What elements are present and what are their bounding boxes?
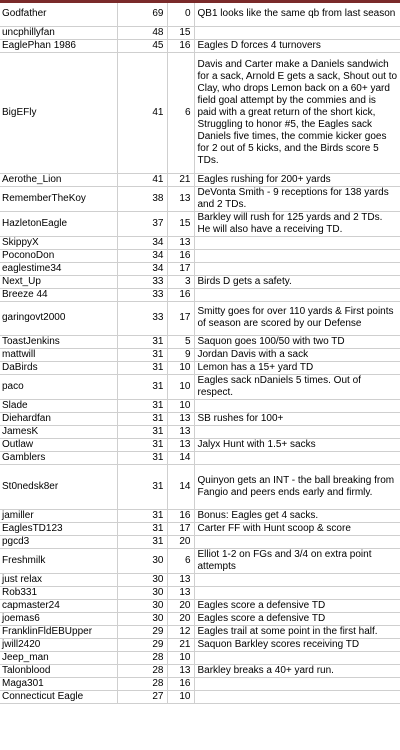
- table-row[interactable]: [0, 173, 400, 186]
- tiebreaker-cell[interactable]: 3: [167, 275, 194, 288]
- table-row[interactable]: [0, 361, 400, 374]
- player-name-cell[interactable]: Next_Up: [0, 275, 117, 288]
- table-row[interactable]: [0, 522, 400, 535]
- tiebreaker-cell[interactable]: 9: [167, 348, 194, 361]
- prediction-note-cell[interactable]: Barkley breaks a 40+ yard run.: [194, 664, 400, 677]
- table-row[interactable]: [0, 425, 400, 438]
- table-row[interactable]: [0, 586, 400, 599]
- player-name-cell[interactable]: Jeep_man: [0, 651, 117, 664]
- player-name-cell[interactable]: BigEFly: [0, 52, 117, 173]
- table-row[interactable]: [0, 451, 400, 464]
- prediction-note-cell[interactable]: Eagles D forces 4 turnovers: [194, 39, 400, 52]
- player-name-cell[interactable]: DaBirds: [0, 361, 117, 374]
- score-cell[interactable]: 31: [117, 535, 167, 548]
- prediction-note-cell[interactable]: [194, 288, 400, 301]
- table-row[interactable]: [0, 26, 400, 39]
- player-name-cell[interactable]: jamiller: [0, 509, 117, 522]
- table-row[interactable]: [0, 690, 400, 703]
- score-cell[interactable]: 31: [117, 412, 167, 425]
- prediction-note-cell[interactable]: [194, 451, 400, 464]
- score-cell[interactable]: 28: [117, 651, 167, 664]
- table-row[interactable]: [0, 677, 400, 690]
- tiebreaker-cell[interactable]: 13: [167, 573, 194, 586]
- player-name-cell[interactable]: just relax: [0, 573, 117, 586]
- tiebreaker-cell[interactable]: 13: [167, 425, 194, 438]
- score-cell[interactable]: 30: [117, 586, 167, 599]
- score-cell[interactable]: 34: [117, 262, 167, 275]
- tiebreaker-cell[interactable]: 14: [167, 451, 194, 464]
- score-cell[interactable]: 38: [117, 186, 167, 211]
- table-row[interactable]: [0, 39, 400, 52]
- table-row[interactable]: [0, 335, 400, 348]
- table-row[interactable]: [0, 509, 400, 522]
- player-name-cell[interactable]: Slade: [0, 399, 117, 412]
- table-row[interactable]: [0, 249, 400, 262]
- prediction-note-cell[interactable]: Carter FF with Hunt scoop & score: [194, 522, 400, 535]
- table-row[interactable]: [0, 464, 400, 509]
- player-name-cell[interactable]: HazletonEagle: [0, 211, 117, 236]
- prediction-note-cell[interactable]: Elliot 1-2 on FGs and 3/4 on extra point attempts: [194, 548, 400, 573]
- score-cell[interactable]: 45: [117, 39, 167, 52]
- score-cell[interactable]: 34: [117, 236, 167, 249]
- table-row[interactable]: [0, 535, 400, 548]
- tiebreaker-cell[interactable]: 13: [167, 438, 194, 451]
- tiebreaker-cell[interactable]: 20: [167, 535, 194, 548]
- player-name-cell[interactable]: Freshmilk: [0, 548, 117, 573]
- tiebreaker-cell[interactable]: 10: [167, 651, 194, 664]
- score-cell[interactable]: 27: [117, 690, 167, 703]
- prediction-note-cell[interactable]: Eagles score a defensive TD: [194, 612, 400, 625]
- tiebreaker-cell[interactable]: 20: [167, 599, 194, 612]
- prediction-note-cell[interactable]: [194, 651, 400, 664]
- prediction-note-cell[interactable]: DeVonta Smith - 9 receptions for 138 yards and 2 TDs.: [194, 186, 400, 211]
- prediction-note-cell[interactable]: Jalyx Hunt with 1.5+ sacks: [194, 438, 400, 451]
- player-name-cell[interactable]: Outlaw: [0, 438, 117, 451]
- player-name-cell[interactable]: jwill2420: [0, 638, 117, 651]
- table-row[interactable]: [0, 262, 400, 275]
- prediction-note-cell[interactable]: [194, 425, 400, 438]
- tiebreaker-cell[interactable]: 15: [167, 26, 194, 39]
- score-cell[interactable]: 41: [117, 173, 167, 186]
- prediction-note-cell[interactable]: Davis and Carter make a Daniels sandwich for a sack, Arnold E gets a sack, Shout out to Clay, who drops Lemon back on a 60+ yard field goal attempt by the commies and is paid with a great return of the short kick, Struggling to honor #5, the Eagles sack Daniels five times, the commie kicker goes for 2 out of 5 kicks, and the Birds score 5 TDs.: [194, 52, 400, 173]
- tiebreaker-cell[interactable]: 17: [167, 262, 194, 275]
- player-name-cell[interactable]: paco: [0, 374, 117, 399]
- player-name-cell[interactable]: mattwill: [0, 348, 117, 361]
- tiebreaker-cell[interactable]: 10: [167, 374, 194, 399]
- table-row[interactable]: [0, 52, 400, 173]
- tiebreaker-cell[interactable]: 14: [167, 464, 194, 509]
- score-cell[interactable]: 30: [117, 548, 167, 573]
- prediction-note-cell[interactable]: Saquon Barkley scores receiving TD: [194, 638, 400, 651]
- prediction-note-cell[interactable]: [194, 26, 400, 39]
- score-cell[interactable]: 30: [117, 612, 167, 625]
- score-cell[interactable]: 31: [117, 438, 167, 451]
- prediction-note-cell[interactable]: SB rushes for 100+: [194, 412, 400, 425]
- prediction-note-cell[interactable]: Eagles rushing for 200+ yards: [194, 173, 400, 186]
- prediction-note-cell[interactable]: Eagles score a defensive TD: [194, 599, 400, 612]
- score-cell[interactable]: 31: [117, 451, 167, 464]
- score-cell[interactable]: 31: [117, 374, 167, 399]
- player-name-cell[interactable]: St0nedsk8er: [0, 464, 117, 509]
- score-cell[interactable]: 31: [117, 509, 167, 522]
- score-cell[interactable]: 28: [117, 664, 167, 677]
- prediction-note-cell[interactable]: Saquon goes 100/50 with two TD: [194, 335, 400, 348]
- table-row[interactable]: [0, 548, 400, 573]
- player-name-cell[interactable]: JamesK: [0, 425, 117, 438]
- score-cell[interactable]: 31: [117, 425, 167, 438]
- tiebreaker-cell[interactable]: 10: [167, 361, 194, 374]
- tiebreaker-cell[interactable]: 6: [167, 548, 194, 573]
- tiebreaker-cell[interactable]: 13: [167, 586, 194, 599]
- player-name-cell[interactable]: eaglestime34: [0, 262, 117, 275]
- player-name-cell[interactable]: joemas6: [0, 612, 117, 625]
- table-row[interactable]: [0, 186, 400, 211]
- table-row[interactable]: [0, 412, 400, 425]
- score-cell[interactable]: 31: [117, 361, 167, 374]
- player-name-cell[interactable]: Diehardfan: [0, 412, 117, 425]
- table-row[interactable]: [0, 3, 400, 26]
- score-cell[interactable]: 31: [117, 464, 167, 509]
- prediction-note-cell[interactable]: Barkley will rush for 125 yards and 2 TDs. He will also have a receiving TD.: [194, 211, 400, 236]
- score-cell[interactable]: 69: [117, 3, 167, 26]
- score-cell[interactable]: 48: [117, 26, 167, 39]
- table-row[interactable]: [0, 236, 400, 249]
- score-cell[interactable]: 28: [117, 677, 167, 690]
- prediction-note-cell[interactable]: [194, 573, 400, 586]
- prediction-note-cell[interactable]: [194, 690, 400, 703]
- table-row[interactable]: [0, 651, 400, 664]
- standings-table: [0, 3, 400, 704]
- player-name-cell[interactable]: EaglesTD123: [0, 522, 117, 535]
- score-cell[interactable]: 37: [117, 211, 167, 236]
- prediction-note-cell[interactable]: Eagles sack nDaniels 5 times. Out of respect.: [194, 374, 400, 399]
- tiebreaker-cell[interactable]: 10: [167, 399, 194, 412]
- player-name-cell[interactable]: Rob331: [0, 586, 117, 599]
- tiebreaker-cell[interactable]: 20: [167, 612, 194, 625]
- player-name-cell[interactable]: Maga301: [0, 677, 117, 690]
- tiebreaker-cell[interactable]: 13: [167, 664, 194, 677]
- table-row[interactable]: [0, 288, 400, 301]
- tiebreaker-cell[interactable]: 13: [167, 412, 194, 425]
- prediction-note-cell[interactable]: [194, 399, 400, 412]
- tiebreaker-cell[interactable]: 12: [167, 625, 194, 638]
- prediction-note-cell[interactable]: Bonus: Eagles get 4 sacks.: [194, 509, 400, 522]
- player-name-cell[interactable]: EaglePhan 1986: [0, 39, 117, 52]
- player-name-cell[interactable]: pgcd3: [0, 535, 117, 548]
- player-name-cell[interactable]: ToastJenkins: [0, 335, 117, 348]
- prediction-note-cell[interactable]: Quinyon gets an INT - the ball breaking from Fangio and peers ends early and firmly.: [194, 464, 400, 509]
- table-row[interactable]: [0, 599, 400, 612]
- player-name-cell[interactable]: Godfather: [0, 3, 117, 26]
- player-name-cell[interactable]: Connecticut Eagle: [0, 690, 117, 703]
- prediction-note-cell[interactable]: [194, 262, 400, 275]
- standings-rows: [0, 3, 400, 703]
- score-cell[interactable]: 41: [117, 52, 167, 173]
- score-cell[interactable]: 29: [117, 625, 167, 638]
- player-name-cell[interactable]: Talonblood: [0, 664, 117, 677]
- tiebreaker-cell[interactable]: 13: [167, 236, 194, 249]
- score-cell[interactable]: 31: [117, 399, 167, 412]
- tiebreaker-cell[interactable]: 16: [167, 39, 194, 52]
- score-cell[interactable]: 31: [117, 522, 167, 535]
- tiebreaker-cell[interactable]: 16: [167, 509, 194, 522]
- score-cell[interactable]: 34: [117, 249, 167, 262]
- player-name-cell[interactable]: FranklinFldEBUpper: [0, 625, 117, 638]
- table-row[interactable]: [0, 301, 400, 335]
- table-row[interactable]: [0, 374, 400, 399]
- tiebreaker-cell[interactable]: 21: [167, 638, 194, 651]
- prediction-note-cell[interactable]: [194, 249, 400, 262]
- score-cell[interactable]: 31: [117, 348, 167, 361]
- player-name-cell[interactable]: uncphillyfan: [0, 26, 117, 39]
- player-name-cell[interactable]: capmaster24: [0, 599, 117, 612]
- tiebreaker-cell[interactable]: 17: [167, 522, 194, 535]
- tiebreaker-cell[interactable]: 17: [167, 301, 194, 335]
- standings-sheet: [0, 3, 400, 704]
- prediction-note-cell[interactable]: QB1 looks like the same qb from last season: [194, 3, 400, 26]
- player-name-cell[interactable]: Aerothe_Lion: [0, 173, 117, 186]
- prediction-note-cell[interactable]: Birds D gets a safety.: [194, 275, 400, 288]
- prediction-note-cell[interactable]: Eagles trail at some point in the first half.: [194, 625, 400, 638]
- table-row[interactable]: [0, 573, 400, 586]
- prediction-note-cell[interactable]: [194, 535, 400, 548]
- score-cell[interactable]: 33: [117, 275, 167, 288]
- table-row[interactable]: [0, 275, 400, 288]
- player-name-cell[interactable]: Gamblers: [0, 451, 117, 464]
- score-cell[interactable]: 31: [117, 335, 167, 348]
- table-row[interactable]: [0, 612, 400, 625]
- table-row[interactable]: [0, 438, 400, 451]
- score-cell[interactable]: 33: [117, 288, 167, 301]
- prediction-note-cell[interactable]: [194, 677, 400, 690]
- table-row[interactable]: [0, 211, 400, 236]
- tiebreaker-cell[interactable]: 16: [167, 249, 194, 262]
- score-cell[interactable]: 29: [117, 638, 167, 651]
- player-name-cell[interactable]: RememberTheKoy: [0, 186, 117, 211]
- table-row[interactable]: [0, 625, 400, 638]
- table-row[interactable]: [0, 348, 400, 361]
- player-name-cell[interactable]: Breeze 44: [0, 288, 117, 301]
- tiebreaker-cell[interactable]: 5: [167, 335, 194, 348]
- table-row[interactable]: [0, 638, 400, 651]
- player-name-cell[interactable]: PoconoDon: [0, 249, 117, 262]
- score-cell[interactable]: 30: [117, 573, 167, 586]
- tiebreaker-cell[interactable]: 16: [167, 677, 194, 690]
- tiebreaker-cell[interactable]: 6: [167, 52, 194, 173]
- prediction-note-cell[interactable]: Lemon has a 15+ yard TD: [194, 361, 400, 374]
- prediction-note-cell[interactable]: Smitty goes for over 110 yards & First points of season are scored by our Defense: [194, 301, 400, 335]
- prediction-note-cell[interactable]: Jordan Davis with a sack: [194, 348, 400, 361]
- tiebreaker-cell[interactable]: 13: [167, 186, 194, 211]
- tiebreaker-cell[interactable]: 21: [167, 173, 194, 186]
- tiebreaker-cell[interactable]: 16: [167, 288, 194, 301]
- player-name-cell[interactable]: SkippyX: [0, 236, 117, 249]
- table-row[interactable]: [0, 399, 400, 412]
- prediction-note-cell[interactable]: [194, 236, 400, 249]
- player-name-cell[interactable]: garingovt2000: [0, 301, 117, 335]
- score-cell[interactable]: 33: [117, 301, 167, 335]
- tiebreaker-cell[interactable]: 15: [167, 211, 194, 236]
- prediction-note-cell[interactable]: [194, 586, 400, 599]
- tiebreaker-cell[interactable]: 10: [167, 690, 194, 703]
- table-row[interactable]: [0, 664, 400, 677]
- score-cell[interactable]: 30: [117, 599, 167, 612]
- tiebreaker-cell[interactable]: 0: [167, 3, 194, 26]
